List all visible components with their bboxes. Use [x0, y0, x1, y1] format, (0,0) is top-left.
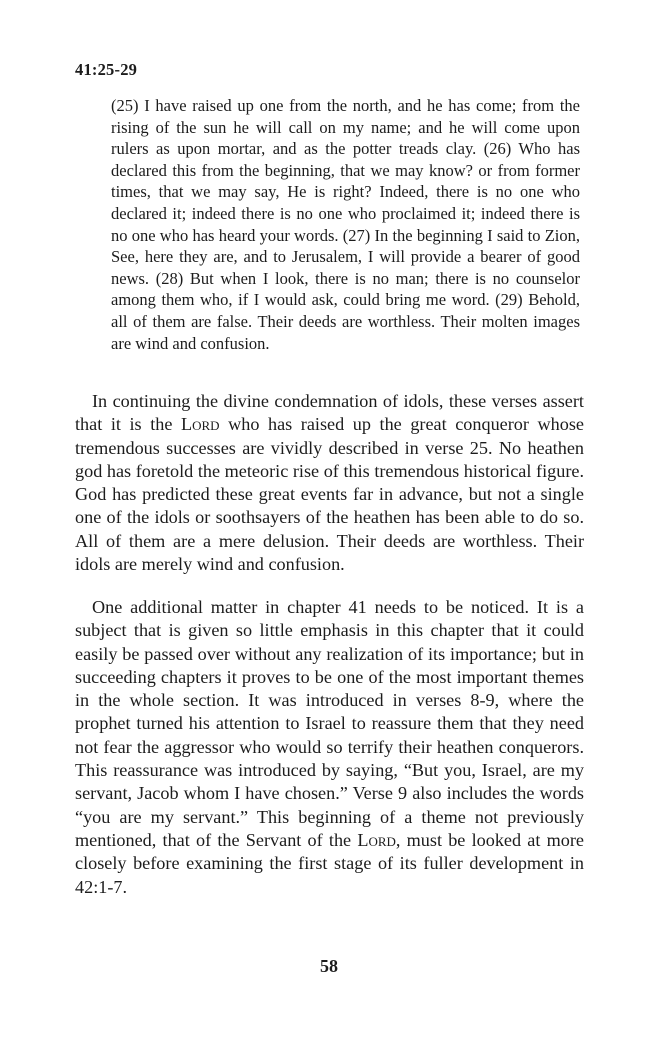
paragraph-1-text-start: In continuing the divine condemnation of idols, these verses assert that it is the: [75, 391, 584, 435]
lord-small-caps: Lord: [357, 829, 396, 850]
scripture-quotation: (25) I have raised up one from the north, and he has come; from the rising of the sun he will call on my name; and he will come upon rulers as upon mortar, and as the potter treads clay. (26) Who has declared this from the beginning, that we may know? or from former times, that we may say, He is right? Indeed, there is no one who declared it; indeed there is no one who proclaimed it; indeed there is no one who has heard your words. (27) In the beginning I said to Zion, See, here they are, and to Jerusalem, I will provide a bearer of good news. (28) But when I look, there is no man; there is no counselor among them who, if I would ask, could bring me word. (29) Behold, all of them are false. Their deeds are worthless. Their molten images are wind and confusion.: [111, 96, 580, 353]
commentary-paragraph-2: [75, 596, 584, 899]
lord-small-caps: Lord: [180, 414, 220, 435]
paragraph-1-text-end: who has raised up the great conqueror whose tremendous successes are vividly described in verse 25. No heathen god has foretold the meteoric rise of this tremendous historical figure. God has predicted these great events far in advance, but not a single one of the idols or soothsayers of the heathen has been able to do so. All of them are a mere delusion. Their deeds are worthless. Their idols are merely wind and confusion.: [75, 414, 584, 575]
running-head: 41:25-29: [75, 60, 138, 79]
page-number: 58: [320, 956, 338, 976]
paragraph-2-text-end: , must be looked at more closely before examining the first stage of its fuller development in 42:1-7.: [75, 829, 584, 897]
commentary-paragraph-1: [75, 390, 584, 576]
paragraph-2-text-start: One additional matter in chapter 41 needs to be noticed. It is a subject that is given so little emphasis in this chapter that it could easily be passed over without any realization of its importance; but in succeeding chapters it proves to be one of the most important themes in the whole section. It was introduced in verses 8-9, where the prophet turned his attention to Israel to reassure them that they need not fear the aggressor who would so terrify their heathen conquerors. This reassurance was introduced by saying, “But you, Israel, are my servant, Jacob whom I have chosen.” Verse 9 also includes the words “you are my servant.” This beginning of a theme not previously mentioned, that of the Servant of the: [75, 597, 584, 850]
